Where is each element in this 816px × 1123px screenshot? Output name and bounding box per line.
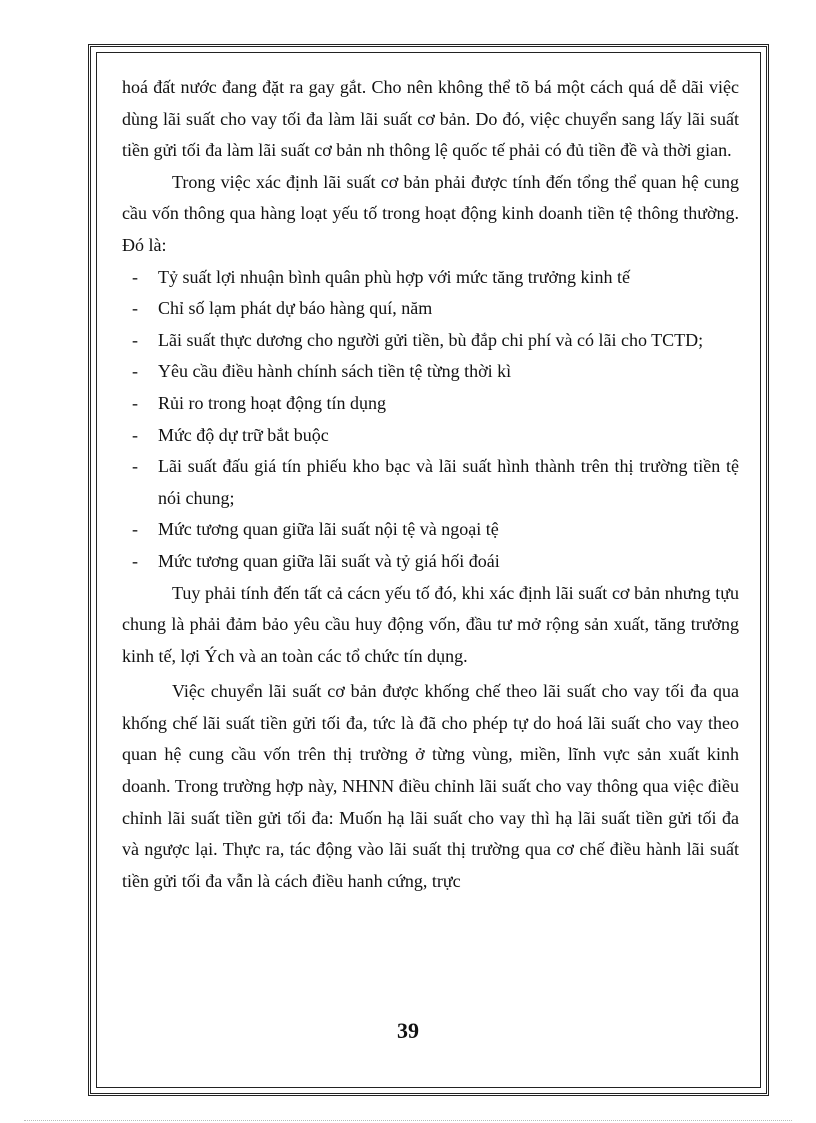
paragraph-factors-intro: Trong việc xác định lãi suất cơ bản phải được tính đến tổng thể quan hệ cung cầu vốn thông qua hàng loạt yếu tố trong hoạt động kinh doanh tiền tệ thông thường. Đó là:	[122, 171, 739, 255]
paragraph-summary: Tuy phải tính đến tất cả cácn yếu tố đó, khi xác định lãi suất cơ bản nhưng tựu chung là phải đảm bảo yêu cầu huy động vốn, đầu tư mở rộng sản xuất, tăng trưởng kinh tế, lợi Ých và an toàn các tổ chức tín dụng.	[122, 582, 739, 666]
dash-marker: -	[132, 266, 138, 287]
document-body	[122, 72, 739, 897]
list-item	[122, 325, 739, 357]
dash-marker: -	[132, 424, 138, 445]
list-item	[122, 451, 739, 514]
list-item-text: Mức tương quan giữa lãi suất nội tệ và ngoại tệ	[158, 519, 499, 540]
dash-marker: -	[132, 329, 138, 350]
dash-marker: -	[132, 298, 138, 319]
factor-list	[122, 262, 739, 578]
list-item-text: Lãi suất đấu giá tín phiếu kho bạc và lãi suất hình thành trên thị trường tiền tệ nói chung;	[158, 456, 739, 508]
dash-marker: -	[132, 456, 138, 477]
list-item-text: Tỷ suất lợi nhuận bình quân phù hợp với mức tăng trưởng kinh tế	[158, 266, 631, 287]
dash-marker: -	[132, 550, 138, 571]
paragraph-rate-transition: Việc chuyển lãi suất cơ bản được khống chế theo lãi suất cho vay tối đa qua khống chế lãi suất tiền gửi tối đa, tức là đã cho phép tự do hoá lãi suất cho vay theo quan hệ cung cầu vốn trên thị trường ở từng vùng, miền, lĩnh vực sản xuất kinh doanh. Trong trường hợp này, NHNN điều chỉnh lãi suất cho vay thông qua việc điều chỉnh lãi suất tiền gửi tối đa: Muốn hạ lãi suất cho vay thì hạ lãi suất tiền gửi tối đa và ngược lại. Thực ra, tác động vào lãi suất thị trường qua cơ chế điều hành lãi suất tiền gửi tối đa vẫn là cách điều hanh cứng, trực	[122, 681, 739, 891]
list-item-text: Rủi ro trong hoạt động tín dụng	[158, 392, 386, 413]
list-item-text: Mức tương quan giữa lãi suất và tỷ giá hối đoái	[158, 550, 500, 571]
list-item	[122, 546, 739, 578]
dash-marker: -	[132, 519, 138, 540]
list-item	[122, 356, 739, 388]
page-number: 39	[397, 1018, 419, 1043]
list-item	[122, 293, 739, 325]
list-item	[122, 420, 739, 452]
list-item	[122, 388, 739, 420]
list-item-text: Chỉ số lạm phát dự báo hàng quí, năm	[158, 298, 433, 319]
dash-marker: -	[132, 392, 138, 413]
list-item	[122, 514, 739, 546]
list-item	[122, 262, 739, 294]
list-item-text: Yêu cầu điều hành chính sách tiền tệ từng thời kì	[158, 361, 512, 382]
list-item-text: Mức độ dự trữ bắt buộc	[158, 424, 329, 445]
list-item-text: Lãi suất thực dương cho người gửi tiền, bù đắp chi phí và có lãi cho TCTD;	[158, 329, 704, 350]
page-edge-divider	[24, 1120, 792, 1121]
paragraph-continuation: hoá đất nước đang đặt ra gay gắt. Cho nên không thể tõ bá một cách quá dễ dãi việc dùng lãi suất cho vay tối đa làm lãi suất cơ bản. Do đó, việc chuyển sang lấy lãi suất tiền gửi tối đa làm lãi suất cơ bản nh thông lệ quốc tế phải có đủ tiền đề và thời gian.	[122, 77, 739, 161]
dash-marker: -	[132, 361, 138, 382]
